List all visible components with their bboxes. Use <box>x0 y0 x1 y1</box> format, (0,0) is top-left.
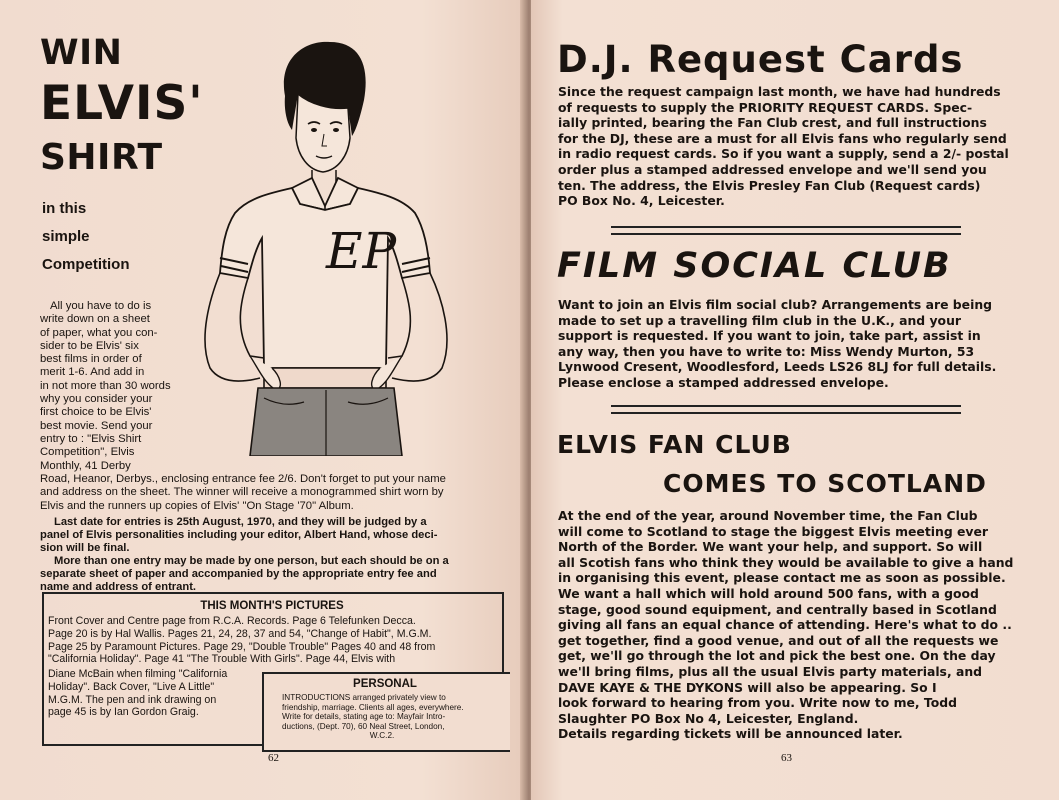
pictures-line: Page 20 is by Hal Wallis. Pages 21, 24, 28, 37 and 54, "Change of Habit", M.G.M. <box>48 627 432 640</box>
film-body <box>558 297 1033 391</box>
pictures-line: Diane McBain when filming "California <box>48 668 228 680</box>
scot-line: get, we'll go through the lot and pick the best one. On the day <box>558 648 996 664</box>
intro-full-line: and address on the sheet. The winner will receive a monogrammed shirt worn by <box>40 486 444 499</box>
intro-line: sider to be Elvis' six <box>40 339 139 352</box>
headline-shirt: SHIRT <box>40 137 163 178</box>
dj-line: Since the request campaign last month, we have had hundreds <box>558 84 1001 99</box>
monogram-text: EP <box>326 222 397 280</box>
intro-line: Competition", Elvis <box>40 446 135 459</box>
intro-line: of paper, what you con- <box>40 326 158 339</box>
dj-title: D.J. Request Cards <box>557 38 964 81</box>
scot-line: get together, find a good venue, and out of all the requests we <box>558 632 999 648</box>
pictures-line: Holiday". Back Cover, "Live A Little" <box>48 680 215 693</box>
film-line: Please enclose a stamped addressed envelope. <box>558 374 889 390</box>
pictures-narrow <box>48 668 260 719</box>
scot-line: look forward to hearing from you. Write now to me, Todd <box>558 695 957 711</box>
film-line: any way, then you have to write to: Miss Wendy Murton, 53 <box>558 343 975 359</box>
last-date-line: panel of Elvis personalities including your editor, Albert Hand, whose deci- <box>40 529 438 541</box>
intro-line: best films in order of <box>40 353 142 366</box>
pictures-line: "California Holiday". Page 41 "The Trouble With Girls". Page 44, Elvis with <box>48 653 396 666</box>
last-date-line: sion will be final. <box>40 542 130 554</box>
dj-line: PO Box No. 4, Leicester. <box>558 193 725 209</box>
personal-line: ductions, (Dept. 70), 60 Neal Street, London, <box>282 721 445 731</box>
dj-line: of requests to supply the PRIORITY REQUEST CARDS. Spec- <box>558 99 973 115</box>
pictures-line: M.G.M. The pen and ink drawing on <box>48 693 217 706</box>
pictures-lines <box>48 615 498 666</box>
headline-elvis: ELVIS' <box>40 76 204 131</box>
dj-line: ially printed, bearing the Fan Club crest, and full instructions <box>558 115 987 131</box>
pictures-line: page 45 is by Ian Gordon Graig. <box>48 706 199 719</box>
pictures-line: Front Cover and Centre page from R.C.A. Records. Page 6 Telefunken Decca. <box>48 615 416 627</box>
scot-title-2: COMES TO SCOTLAND <box>663 469 987 498</box>
divider-rule <box>611 226 961 235</box>
film-line: support is requested. If you want to join, take part, assist in <box>558 328 981 344</box>
scot-line: DAVE KAYE & THE DYKONS will also be appearing. So I <box>558 679 937 695</box>
intro-column <box>40 300 190 473</box>
scot-line: Details regarding tickets will be announced later. <box>558 726 903 742</box>
scot-line: Slaughter PO Box No 4, Leicester, England. <box>558 710 859 726</box>
personal-title: PERSONAL <box>353 678 417 690</box>
divider-rule <box>611 405 961 414</box>
dj-line: in radio request cards. So if you want a supply, send a 2/- postal <box>558 146 1009 162</box>
scot-line: stage, good sound equipment, and centrally based in Scotland <box>558 601 997 617</box>
headline-competition: Competition <box>42 256 130 273</box>
film-line: Lynwood Cresent, Woodlesford, Leeds LS26 8LJ for full details. <box>558 359 997 375</box>
personal-line: Write for details, stating age to: Mayfair Intro- <box>282 712 446 722</box>
scot-line: giving all fans an equal chance of attending. Here's what to do .. <box>558 617 1012 633</box>
last-date-paragraph <box>40 516 510 594</box>
headline-in-this: in this <box>42 200 87 217</box>
intro-line: best movie. Send your <box>40 419 153 432</box>
left-page <box>0 0 527 800</box>
intro-full-line: Road, Heanor, Derbys., enclosing entrance fee 2/6. Don't forget to put your name <box>40 473 446 485</box>
intro-full-line: Elvis and the runners up copies of Elvis' "On Stage '70" Album. <box>40 499 354 512</box>
film-line: Want to join an Elvis film social club? Arrangements are being <box>558 297 993 312</box>
scot-title-1: ELVIS FAN CLUB <box>557 430 792 459</box>
intro-line: why you consider your <box>40 393 153 406</box>
scot-line: We want a hall which will hold around 500 fans, with a good <box>558 585 979 601</box>
right-page <box>531 0 1059 800</box>
personal-line: W.C.2. <box>369 731 395 741</box>
scot-line: all Scotish fans who think they would be available to give a hand <box>558 554 1014 570</box>
scot-line: we'll bring films, plus all the usual Elvis party materials, and <box>558 663 983 679</box>
dj-body <box>558 84 1033 209</box>
intro-line: Monthly, 41 Derby <box>40 459 131 472</box>
last-date-line: Last date for entries is 25th August, 1970, and they will be judged by a <box>54 516 427 528</box>
personal-lines <box>282 693 512 741</box>
scot-line: North of the Border. We want your help, and support. So will <box>558 539 983 555</box>
more-entries-line: separate sheet of paper and accompanied by the appropriate entry fee and <box>40 568 437 580</box>
dj-line: for the DJ, these are a must for all Elvis fans who regularly send <box>558 130 1007 146</box>
scot-line: will come to Scotland to stage the biggest Elvis meeting ever <box>558 523 988 539</box>
personal-line: friendship, marriage. Clients all ages, everywhere. <box>282 702 464 712</box>
pictures-title: THIS MONTH'S PICTURES <box>200 600 344 612</box>
intro-line: in not more than 30 words <box>40 379 171 392</box>
pictures-line: Page 25 by Paramount Pictures. Page 29, "Double Trouble" Pages 40 and 48 from <box>48 640 436 653</box>
intro-line: write down on a sheet <box>40 313 150 326</box>
intro-full <box>40 473 510 513</box>
intro-line: All you have to do is <box>50 300 152 312</box>
scot-line: in organising this event, please contact me as soon as possible. <box>558 570 1006 586</box>
intro-line: first choice to be Elvis' <box>40 406 152 419</box>
dj-line: order plus a stamped addressed envelope and we'll send you <box>558 161 987 177</box>
headline-simple: simple <box>42 228 90 245</box>
film-title: FILM SOCIAL CLUB <box>557 246 952 286</box>
personal-line: INTRODUCTIONS arranged privately view to <box>282 693 446 702</box>
page-number-left: 62 <box>268 752 279 764</box>
headline-win: WIN <box>40 33 123 73</box>
scot-body <box>558 508 1038 742</box>
page-number-right: 63 <box>781 752 792 764</box>
more-entries-line: name and address of entrant. <box>40 581 197 593</box>
more-entries-line: More than one entry may be made by one person, but each should be on a <box>54 555 449 567</box>
intro-line: entry to : "Elvis Shirt <box>40 432 142 445</box>
shirt-illustration <box>180 38 500 456</box>
scot-line: At the end of the year, around November time, the Fan Club <box>558 508 978 523</box>
dj-line: ten. The address, the Elvis Presley Fan Club (Request cards) <box>558 177 981 193</box>
intro-line: merit 1-6. And add in <box>40 366 145 379</box>
film-line: made to set up a travelling film club in the U.K., and your <box>558 312 962 328</box>
